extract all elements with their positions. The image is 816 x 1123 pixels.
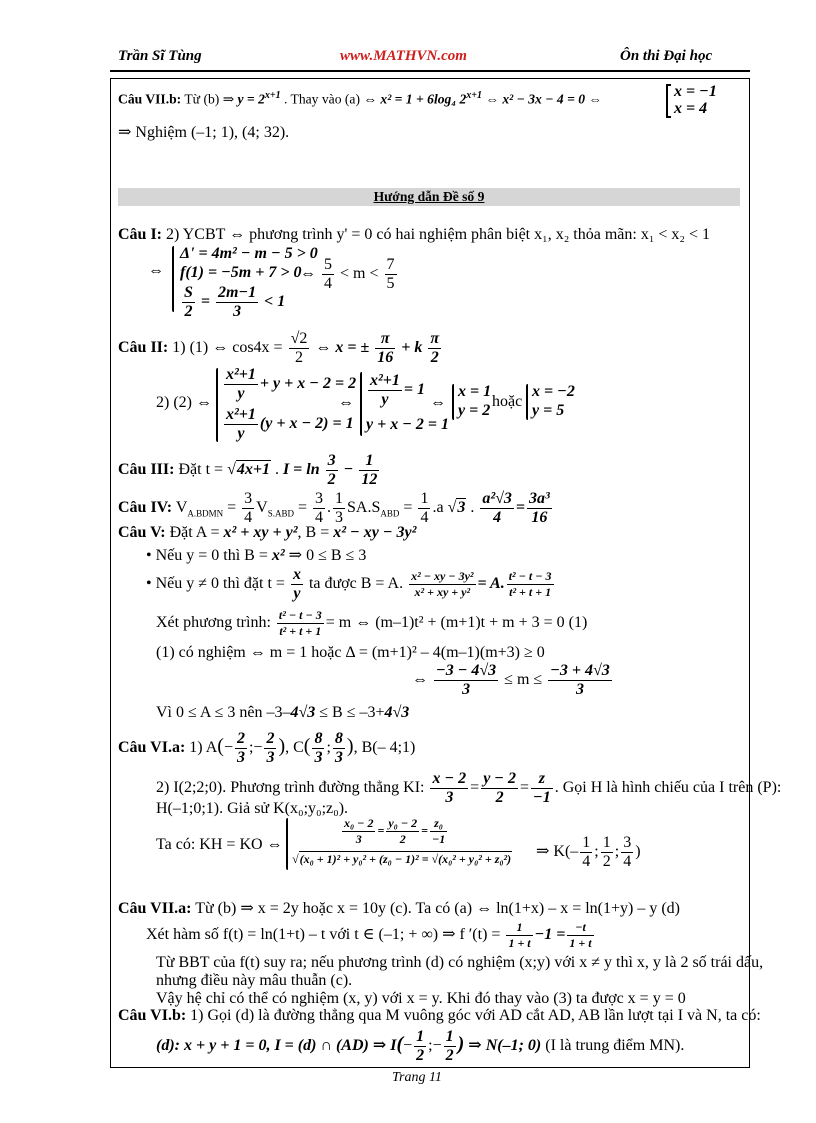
vii-b-root2: x = 4 bbox=[674, 100, 708, 117]
cau4-dot: . bbox=[327, 499, 332, 517]
cau2-r2a: x = −2 bbox=[532, 383, 575, 400]
cau5-label: Câu V: bbox=[118, 524, 166, 541]
cau1-sys2: f(1) = −5m + 7 > 0 bbox=[180, 264, 302, 281]
cau6a-k-d3: 4 bbox=[623, 853, 632, 870]
cau6a-p3-r: (x₀ + 1)² + y₀² + (z₀ − 1)² = √(x₀² + y₀² + z₀²) bbox=[299, 852, 512, 866]
cau5-c2-den1: 3 bbox=[462, 681, 471, 698]
cau3-n2: 1 bbox=[359, 452, 379, 471]
cau5-l1c: , B = bbox=[297, 524, 330, 541]
cau7a-line5: Vậy hệ chỉ có thể có nghiệm (x, y) với x = y. Khi đó thay vào (3) ta được x = y = 0 bbox=[156, 990, 686, 1007]
cau2-line1 bbox=[118, 330, 443, 367]
cau1-sys1: Δ' = 4m² − m − 5 > 0 bbox=[180, 245, 318, 262]
cau3-line: Câu III: Đặt t = √4x+1 . I = ln $\frac{3}{2}$ − $\frac{1}{12}$ bbox=[118, 452, 378, 488]
cau5-b2-den2: x² + xy + y² bbox=[414, 585, 471, 599]
cau6b-l1: 1) Gọi (d) là đường thẳng qua M vuông góc với AD cắt AD, AB lần lượt tại I và N, ta có: bbox=[190, 1007, 761, 1024]
cau6a-ki-n3: z bbox=[531, 770, 553, 789]
vii-b-eq1-exp: x+1 bbox=[264, 90, 281, 101]
cau2-brace3 bbox=[452, 384, 454, 420]
cau3-n1: 3 bbox=[327, 452, 336, 469]
cau2-or: hoặc bbox=[492, 393, 523, 410]
vii-b-root1: x = −1 bbox=[674, 83, 717, 100]
cau6a-ki-n1: x − 2 bbox=[432, 770, 467, 787]
cau5-b1-rest: ⇒ 0 ≤ B ≤ 3 bbox=[288, 547, 367, 564]
cau4-n2: 3 bbox=[315, 490, 324, 507]
cau1-brace bbox=[172, 246, 174, 312]
section-banner bbox=[118, 188, 740, 206]
cau4-line: Câu IV: $V_{A.BDMN}$ = $\frac{3}{4}$ $V_{S.ABD}$ = $\frac{3}{4}$ . $\frac{1}{3}$ $SA.S_{ABD}$ = $\frac{1}{4}$ .a √3 . $\frac{\text{a²√3}}{4}$ = $\frac{\text{3a³}}{16}$ bbox=[118, 490, 550, 526]
cau4-sub2: S.ABD bbox=[267, 508, 294, 519]
cau4-v2: V bbox=[256, 499, 268, 517]
cau6a-ki-d3: −1 bbox=[533, 789, 551, 806]
cau6a-p2a: 2) I(2;2;0). Phương trình đường thẳng KI: bbox=[156, 779, 425, 797]
cau5-b1-x: x² bbox=[271, 547, 285, 564]
cau4-sub1: A.BDMN bbox=[187, 508, 224, 519]
vii-b-eq1: y = 2 bbox=[237, 91, 265, 107]
cau2-p1-den: 2 bbox=[294, 349, 303, 366]
cau4-d5: 4 bbox=[493, 509, 502, 526]
cau1-res-n1: 5 bbox=[324, 256, 332, 273]
vii-b-bracket bbox=[666, 84, 671, 118]
cau1-sys3 bbox=[180, 284, 285, 321]
cau5-b2-den3: t² + t + 1 bbox=[509, 585, 552, 599]
cau2-s2-den: y bbox=[237, 425, 245, 442]
cau4-label: Câu IV: bbox=[118, 499, 173, 517]
cau6a-p2b: . Gọi H là hình chiếu của I trên (P): bbox=[554, 779, 782, 797]
cau1-s-eq: = bbox=[200, 293, 211, 311]
cau3-d2: 12 bbox=[361, 471, 378, 488]
cau5-l1d: x² − xy − 3y² bbox=[333, 524, 417, 541]
cau6a-cpre: , C bbox=[285, 739, 304, 757]
cau2-t1-den: y bbox=[381, 391, 389, 408]
cau6a-line3: H(–1;0;1). Giả sử K(x₀;y₀;z₀). bbox=[156, 800, 349, 817]
cau5-b1-text: • Nếu y = 0 thì B = bbox=[146, 547, 268, 564]
cau5-x1-rest: = m ⇔ (m–1)t² + (m+1)t + m + 3 = 0 (1) bbox=[325, 614, 588, 632]
cau3-minus: − bbox=[343, 461, 354, 479]
cau6b-l2c: (I là trung điểm MN). bbox=[545, 1037, 685, 1055]
cau4-eq2: = bbox=[298, 499, 308, 517]
cau3-label: Câu III: bbox=[118, 461, 175, 479]
cau6a-p3-n1: x₀ − 2 bbox=[344, 816, 374, 830]
cau6a-k-n3: 3 bbox=[623, 834, 632, 851]
cau7a-n1: 1 bbox=[506, 920, 532, 936]
cau7a-d1: 1 + t bbox=[508, 936, 531, 950]
cau4-a: .a bbox=[432, 499, 444, 517]
cau5-c2-mid: ≤ m ≤ bbox=[504, 671, 543, 689]
cau2-p1-num2: π bbox=[375, 330, 395, 349]
cau5-b2 bbox=[146, 566, 556, 603]
cau6a-p3a: Ta có: KH = KO ⇔ bbox=[156, 836, 283, 853]
cau3-c: I = ln bbox=[282, 461, 320, 479]
cau6a-A-n2: 2 bbox=[266, 730, 275, 747]
cau5-x1 bbox=[156, 608, 587, 639]
cau2-r1a: x = 1 bbox=[458, 383, 492, 400]
cau7a-line4: nhưng điều này mâu thuẫn (c). bbox=[156, 972, 353, 989]
cau4-n6: 3a³ bbox=[529, 490, 550, 507]
cau1-line bbox=[118, 226, 710, 244]
cau6b-label: Câu VI.b: bbox=[118, 1007, 187, 1024]
cau4-sa: SA.S bbox=[347, 499, 381, 517]
cau2-p1c: x = ± bbox=[335, 339, 370, 357]
cau2-s1-num: x²+1 bbox=[226, 366, 256, 383]
cau2-s1 bbox=[222, 366, 356, 403]
cau5-x1-text: Xét phương trình: bbox=[156, 614, 271, 632]
section-title: Hướng dẫn Đề số 9 bbox=[373, 189, 485, 204]
cau6a-p3-d3: −1 bbox=[431, 832, 446, 846]
cau2-brace2 bbox=[360, 372, 362, 436]
cau6a-k-n2: 1 bbox=[602, 834, 611, 851]
cau6a-result: ⇒ K(– $\frac{1}{4}$ ; $\frac{1}{2}$ ; $\frac{3}{4}$ ) bbox=[536, 834, 641, 870]
cau2-label: Câu II: bbox=[118, 339, 169, 357]
cau1-res-arrow: ⇔ bbox=[300, 265, 316, 283]
cau6a-p3-sys1: $\frac{\text{x₀ − 2}}{3}$ = $\frac{\text{y₀ − 2}}{2}$ = $\frac{\text{z₀}}{-1}$ bbox=[344, 816, 446, 846]
cau2-t1 bbox=[366, 372, 425, 409]
cau2-mid: ⇔ bbox=[338, 394, 354, 411]
cau5-c2 bbox=[412, 662, 614, 699]
cau1-s-num2: 2m−1 bbox=[218, 284, 257, 301]
cau6a-A-d2: 3 bbox=[266, 749, 275, 766]
header-subject: Ôn thi Đại học bbox=[620, 48, 713, 64]
cau6a-line2: 2) I(2;2;0). Phương trình đường thẳng KI: $\frac{x - 2}{3}$ = $\frac{y - 2}{2}$ = $\frac{z}{-1}$ . Gọi H là hình chiếu của I trên (P): bbox=[156, 770, 782, 806]
cau3-sqrt: 4x+1 bbox=[236, 461, 270, 479]
header-site-link[interactable]: www.MATHVN.com bbox=[340, 48, 467, 64]
cau2-s2-num: x²+1 bbox=[226, 406, 256, 423]
cau4-n4: 1 bbox=[420, 490, 429, 507]
vii-b-line1 bbox=[118, 90, 602, 108]
cau5-c2-num2: −3 + 4√3 bbox=[550, 662, 610, 679]
cau1-res-d1: 4 bbox=[324, 275, 332, 292]
cau7a-line3: Từ BBT của f(t) suy ra; nếu phương trình (d) có nghiệm (x;y) với x ≠ y thì x, y là 2 số trái dấu, bbox=[156, 954, 764, 971]
cau2-p1d: + k bbox=[401, 339, 423, 357]
cau3-b: . bbox=[274, 461, 279, 479]
cau2-p1-num3: π bbox=[430, 330, 440, 347]
cau6a-C-d2: 3 bbox=[334, 749, 343, 766]
cau5-x1-den: t² + t + 1 bbox=[279, 624, 322, 638]
cau1-result bbox=[300, 256, 399, 293]
cau4-d6: 16 bbox=[531, 509, 548, 526]
cau6a-C-n2: 8 bbox=[334, 730, 343, 747]
cau4-eq: = bbox=[227, 499, 237, 517]
cau7a-mid: −1 = bbox=[534, 926, 566, 944]
cau6b-i-d2: 2 bbox=[445, 1047, 454, 1064]
cau5-b2-mid: ta được B = A. bbox=[308, 575, 404, 593]
cau2-p1-den3: 2 bbox=[430, 349, 439, 366]
cau4-n3: 1 bbox=[335, 490, 344, 507]
cau7a-label: Câu VII.a: bbox=[118, 900, 192, 917]
cau7a-line1 bbox=[118, 898, 680, 918]
cau6a-ki-d1: 3 bbox=[445, 789, 454, 806]
vii-b-eq3: ⇔ x² − 3x − 4 = 0 ⇔ bbox=[485, 91, 603, 107]
cau5-l1b: x² + xy + y² bbox=[223, 524, 298, 541]
vii-b-text1: Từ (b) ⇒ bbox=[184, 91, 235, 107]
cau6a-k-d2: 2 bbox=[602, 853, 611, 870]
cau1-res-mid: < m < bbox=[340, 265, 379, 283]
cau2-t1-num: x²+1 bbox=[370, 372, 400, 389]
cau4-eq3: = bbox=[403, 499, 413, 517]
cau6a-p3-n3: z₀ bbox=[430, 816, 447, 832]
cau5-b2-num3: t² − t − 3 bbox=[508, 569, 552, 583]
cau6a-A-n1: 2 bbox=[236, 730, 245, 747]
cau2-s2-rest: (y + x − 2) = 1 bbox=[259, 415, 354, 433]
cau5-v1 bbox=[156, 704, 409, 722]
cau2-t1-rest: = 1 bbox=[403, 381, 426, 399]
cau6a-brace bbox=[286, 818, 288, 870]
cau6a-label: Câu VI.a: bbox=[118, 739, 186, 757]
cau5-b2-den: y bbox=[293, 585, 301, 602]
cau1-res-d2: 5 bbox=[386, 275, 395, 292]
cau4-d1: 4 bbox=[244, 509, 253, 526]
cau2-p1a: 1) (1) ⇔ cos4x = bbox=[172, 339, 283, 357]
cau5-b2-eq: = A. bbox=[477, 575, 505, 593]
cau2-mid2: ⇔ bbox=[430, 394, 446, 411]
cau2-p1-num: √2 bbox=[290, 330, 308, 347]
cau6a-p1: 1) A bbox=[189, 739, 218, 757]
cau5-v1-c: ≤ B ≤ –3+ bbox=[319, 704, 385, 721]
cau7a-l1: Từ (b) ⇒ x = 2y hoặc x = 10y (c). Ta có (a) ⇔ ln(1+x) – x = ln(1+y) – y (d) bbox=[195, 900, 680, 917]
cau3-d1: 2 bbox=[327, 471, 336, 488]
cau7a-d2: 1 + t bbox=[569, 936, 592, 950]
cau5-c1: (1) có nghiệm ⇔ m = 1 hoặc Δ = (m+1)² – 4(m–1)(m+3) ≥ 0 bbox=[156, 644, 545, 661]
cau6a-C-d1: 3 bbox=[314, 749, 323, 766]
cau6a-p3-n2: y₀ − 2 bbox=[388, 816, 418, 830]
cau4-n5: a²√3 bbox=[482, 490, 512, 507]
cau6b-line2: (d): x + y + 1 = 0, I = (d) ∩ (AD) ⇒ I(− $\frac{1}{2}$ ;− $\frac{1}{2}$ ) ⇒ N(–1; 0) (I là trung điểm MN). bbox=[156, 1028, 685, 1064]
header-rule bbox=[110, 70, 750, 72]
cau5-v1-b: 4√3 bbox=[290, 704, 316, 721]
cau5-b2-num2: x² − xy − 3y² bbox=[411, 569, 474, 583]
cau4-sqrt3: 3 bbox=[457, 499, 466, 517]
cau5-c2-a: ⇔ bbox=[412, 671, 428, 689]
cau6b-i-n1: 1 bbox=[416, 1028, 425, 1045]
cau1-label: Câu I: bbox=[118, 226, 163, 243]
cau5-c2-den2: 3 bbox=[575, 681, 584, 698]
cau6a-line1: Câu VI.a: 1) A(− $\frac{2}{3}$ ;− $\frac{2}{3}$ ), C( $\frac{8}{3}$ ; $\frac{8}{3}$ ), B(– 4;1) bbox=[118, 730, 416, 766]
cau5-l1a: Đặt A = bbox=[169, 524, 220, 541]
cau5-b2-num: x bbox=[292, 566, 301, 583]
cau6b-l2b: ⇒ N(–1; 0) bbox=[468, 1037, 542, 1055]
cau4-d4: 4 bbox=[420, 509, 429, 526]
cau4-sub3: ABD bbox=[380, 508, 400, 519]
cau6a-p3-d1: 3 bbox=[355, 832, 362, 846]
cau1-text: 2) YCBT ⇔ phương trình y' = 0 có hai nghiệm phân biệt x₁, x₂ thỏa mãn: x₁ < x₂ < 1 bbox=[166, 226, 711, 243]
cau1-res-n2: 7 bbox=[386, 256, 395, 273]
cau6a-C-n1: 8 bbox=[314, 730, 323, 747]
cau2-s1-den: y bbox=[237, 385, 245, 402]
cau4-d3: 3 bbox=[335, 509, 344, 526]
cau4-d2: 4 bbox=[315, 509, 324, 526]
cau6a-p3b: ⇒ K(– bbox=[536, 843, 579, 861]
cau1-s-lt: < 1 bbox=[264, 293, 286, 311]
cau2-brace4 bbox=[526, 384, 528, 420]
cau1-s-den2: 3 bbox=[233, 303, 242, 320]
cau7a-n2: −t bbox=[567, 920, 593, 936]
cau7a-l2a: Xét hàm số f(t) = ln(1+t) – t với t ∈ (–1; + ∞) ⇒ f ′(t) = bbox=[146, 926, 501, 944]
cau2-p2a: 2) (2) ⇔ bbox=[156, 394, 212, 411]
cau2-brace1 bbox=[216, 368, 218, 442]
cau4-v: V bbox=[175, 499, 188, 517]
vii-b-line2: ⇒ Nghiệm (–1; 1), (4; 32). bbox=[118, 124, 290, 141]
cau2-r1b: y = 2 bbox=[458, 402, 491, 419]
cau2-p1b: ⇔ bbox=[315, 339, 332, 357]
vii-b-label: Câu VII.b: bbox=[118, 91, 182, 107]
cau2-r2b: y = 5 bbox=[532, 402, 565, 419]
cau2-t2: y + x − 2 = 1 bbox=[366, 416, 450, 433]
cau4-eq4: = bbox=[515, 499, 526, 517]
cau5-v1-text: Vì 0 ≤ A ≤ 3 nên –3– bbox=[156, 704, 291, 721]
cau1-s-den: 2 bbox=[184, 303, 193, 320]
vii-b-eq2-exp: x+1 bbox=[466, 90, 482, 101]
cau5-line1 bbox=[118, 524, 416, 542]
cau4-n1: 3 bbox=[244, 490, 253, 507]
cau6a-p3end: ) bbox=[635, 843, 641, 861]
cau5-b2-text: • Nếu y ≠ 0 thì đặt t = bbox=[146, 575, 285, 593]
cau5-b1 bbox=[146, 545, 366, 565]
cau5-v1-d: 4√3 bbox=[384, 704, 410, 721]
cau6b-i-n2: 1 bbox=[445, 1028, 454, 1045]
cau6b-line1 bbox=[118, 1007, 761, 1025]
cau6a-ki-n2: y − 2 bbox=[483, 770, 516, 787]
vii-b-text2: . Thay vào (a) ⇔ bbox=[283, 91, 377, 107]
cau6a-bpart: , B(– 4;1) bbox=[353, 739, 416, 757]
header-author: Trần Sĩ Tùng bbox=[118, 48, 202, 64]
cau6a-p3-sys2: √(x₀ + 1)² + y₀² + (z₀ − 1)² = √(x₀² + y₀² + z₀²) bbox=[292, 852, 512, 866]
page-number: Trang 11 bbox=[392, 1070, 442, 1085]
cau5-x1-num: t² − t − 3 bbox=[278, 608, 322, 622]
cau1-arrow: ⇔ bbox=[148, 262, 164, 279]
cau6a-k-d1: 4 bbox=[582, 853, 591, 870]
vii-b-eq2: x² = 1 + 6log₄ 2 bbox=[380, 91, 467, 107]
cau2-s1-rest: + y + x − 2 = 2 bbox=[259, 375, 357, 393]
cau6a-A-d1: 3 bbox=[236, 749, 245, 766]
cau1-s-num: S bbox=[184, 284, 193, 301]
cau6a-k-n1: 1 bbox=[582, 834, 591, 851]
cau2-p1-den2: 16 bbox=[377, 349, 394, 366]
cau6b-i-d1: 2 bbox=[416, 1047, 425, 1064]
cau2-s2 bbox=[222, 406, 354, 443]
cau3-a: Đặt t = bbox=[178, 461, 224, 479]
cau5-c2-num1: −3 − 4√3 bbox=[436, 662, 497, 679]
cau6a-ki-d2: 2 bbox=[495, 789, 504, 806]
cau6b-l2a: (d): x + y + 1 = 0, I = (d) ∩ (AD) ⇒ I bbox=[156, 1037, 397, 1055]
cau7a-line2 bbox=[146, 920, 596, 951]
cau6a-p3-d2: 2 bbox=[399, 832, 406, 846]
